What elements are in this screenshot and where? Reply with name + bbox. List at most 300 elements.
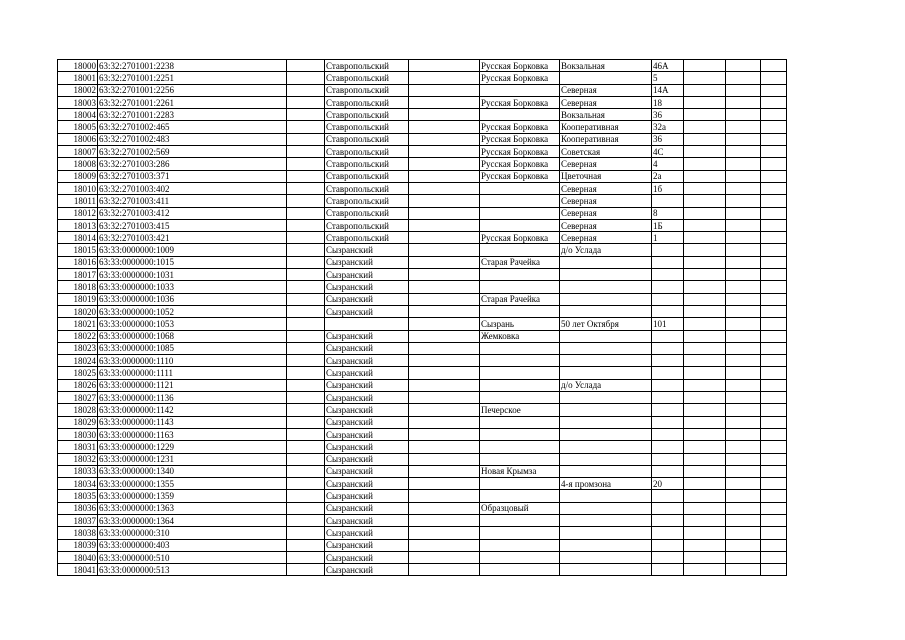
cell-cadastral-number: 63:32:2701001:2251: [98, 72, 287, 84]
cell-blank: [726, 182, 761, 194]
cell-blank: [409, 109, 480, 121]
cell-row-number: 18041: [58, 564, 98, 576]
cell-row-number: 18022: [58, 330, 98, 342]
cell-street: [560, 564, 652, 576]
cell-blank: [726, 539, 761, 551]
cell-blank: [287, 60, 325, 72]
cell-blank: [287, 539, 325, 551]
cell-cadastral-number: 63:32:2701003:402: [98, 182, 287, 194]
cell-district: Сызранский: [325, 490, 409, 502]
cell-blank: [409, 416, 480, 428]
cell-row-number: 18016: [58, 256, 98, 268]
cell-blank: [761, 564, 787, 576]
table-row: [58, 72, 787, 84]
cell-blank: [287, 293, 325, 305]
cell-row-number: 18001: [58, 72, 98, 84]
cell-row-number: 18020: [58, 305, 98, 317]
cell-district: Ставропольский: [325, 72, 409, 84]
cell-blank: [287, 219, 325, 231]
cell-row-number: 18030: [58, 428, 98, 440]
table-row: [58, 502, 787, 514]
cell-house-number: 4: [652, 158, 684, 170]
cell-street: [560, 72, 652, 84]
cell-blank: [287, 564, 325, 576]
cell-cadastral-number: 63:32:2701003:412: [98, 207, 287, 219]
cell-house-number: 2а: [652, 170, 684, 182]
cell-district: Ставропольский: [325, 109, 409, 121]
cell-locality: Русская Борковка: [480, 232, 560, 244]
cell-street: [560, 490, 652, 502]
cell-house-number: [652, 269, 684, 281]
cell-street: [560, 392, 652, 404]
cell-blank: [684, 367, 726, 379]
cell-blank: [726, 441, 761, 453]
cell-blank: [761, 219, 787, 231]
cell-blank: [684, 232, 726, 244]
cell-house-number: 18: [652, 96, 684, 108]
cell-locality: [480, 551, 560, 563]
cell-blank: [684, 170, 726, 182]
cell-row-number: 18010: [58, 182, 98, 194]
cell-blank: [684, 219, 726, 231]
cell-cadastral-number: 63:33:0000000:510: [98, 551, 287, 563]
cell-blank: [287, 318, 325, 330]
cell-cadastral-number: 63:33:0000000:1163: [98, 428, 287, 440]
cell-house-number: [652, 379, 684, 391]
cell-blank: [409, 256, 480, 268]
cell-blank: [761, 514, 787, 526]
cell-district: Сызранский: [325, 441, 409, 453]
table-row: [58, 305, 787, 317]
cell-district: Ставропольский: [325, 60, 409, 72]
cell-blank: [761, 133, 787, 145]
cell-cadastral-number: 63:33:0000000:1136: [98, 392, 287, 404]
cell-blank: [761, 318, 787, 330]
cell-locality: Сызрань: [480, 318, 560, 330]
cell-row-number: 18006: [58, 133, 98, 145]
table-row: [58, 219, 787, 231]
cell-blank: [761, 465, 787, 477]
cell-house-number: [652, 465, 684, 477]
cell-locality: [480, 527, 560, 539]
cell-blank: [684, 502, 726, 514]
cell-locality: [480, 84, 560, 96]
table-row: [58, 355, 787, 367]
cell-blank: [409, 170, 480, 182]
cell-locality: [480, 305, 560, 317]
cell-cadastral-number: 63:33:0000000:1068: [98, 330, 287, 342]
cell-blank: [726, 158, 761, 170]
cell-blank: [409, 232, 480, 244]
cell-blank: [287, 502, 325, 514]
cell-blank: [287, 256, 325, 268]
cell-blank: [726, 293, 761, 305]
cell-cadastral-number: 63:33:0000000:1015: [98, 256, 287, 268]
cell-blank: [287, 232, 325, 244]
cell-street: [560, 527, 652, 539]
cell-blank: [409, 96, 480, 108]
cell-blank: [684, 207, 726, 219]
cell-blank: [287, 72, 325, 84]
cell-street: [560, 502, 652, 514]
cell-blank: [726, 146, 761, 158]
cell-district: Сызранский: [325, 367, 409, 379]
cell-cadastral-number: 63:33:0000000:1031: [98, 269, 287, 281]
cell-blank: [409, 478, 480, 490]
cell-row-number: 18021: [58, 318, 98, 330]
cell-row-number: 18040: [58, 551, 98, 563]
table-row: [58, 416, 787, 428]
cell-house-number: [652, 527, 684, 539]
cell-district: Ставропольский: [325, 232, 409, 244]
cell-street: Северная: [560, 207, 652, 219]
cell-blank: [726, 428, 761, 440]
cell-district: Ставропольский: [325, 207, 409, 219]
cell-locality: [480, 392, 560, 404]
cell-cadastral-number: 63:33:0000000:1009: [98, 244, 287, 256]
cell-house-number: 4С: [652, 146, 684, 158]
cell-blank: [761, 539, 787, 551]
cell-blank: [684, 441, 726, 453]
cell-row-number: 18027: [58, 392, 98, 404]
cell-blank: [726, 244, 761, 256]
table-row: [58, 453, 787, 465]
cell-blank: [287, 355, 325, 367]
cell-locality: Русская Борковка: [480, 96, 560, 108]
cell-house-number: [652, 539, 684, 551]
cell-cadastral-number: 63:33:0000000:1052: [98, 305, 287, 317]
cell-row-number: 18039: [58, 539, 98, 551]
cell-house-number: 36: [652, 109, 684, 121]
cell-street: Кооперативная: [560, 133, 652, 145]
cell-cadastral-number: 63:33:0000000:1053: [98, 318, 287, 330]
cell-street: [560, 441, 652, 453]
cell-street: [560, 355, 652, 367]
cell-locality: Русская Борковка: [480, 158, 560, 170]
cell-row-number: 18005: [58, 121, 98, 133]
table-row: [58, 182, 787, 194]
table-row: [58, 256, 787, 268]
cell-street: Северная: [560, 84, 652, 96]
cell-street: 50 лет Октября: [560, 318, 652, 330]
cell-blank: [287, 367, 325, 379]
table-row: [58, 269, 787, 281]
cell-blank: [684, 121, 726, 133]
cell-row-number: 18015: [58, 244, 98, 256]
cell-blank: [684, 392, 726, 404]
cell-house-number: [652, 392, 684, 404]
table-row: [58, 539, 787, 551]
cell-house-number: 101: [652, 318, 684, 330]
cell-row-number: 18007: [58, 146, 98, 158]
table-row: [58, 158, 787, 170]
cell-cadastral-number: 63:33:0000000:1036: [98, 293, 287, 305]
cell-house-number: [652, 502, 684, 514]
cell-district: Сызранский: [325, 502, 409, 514]
cell-house-number: [652, 367, 684, 379]
cell-blank: [409, 219, 480, 231]
cell-cadastral-number: 63:33:0000000:1363: [98, 502, 287, 514]
cell-house-number: 1Б: [652, 219, 684, 231]
cell-street: [560, 269, 652, 281]
cell-blank: [409, 539, 480, 551]
cell-blank: [761, 109, 787, 121]
cell-district: Ставропольский: [325, 96, 409, 108]
cell-street: [560, 514, 652, 526]
cell-blank: [726, 256, 761, 268]
table-row: [58, 170, 787, 182]
cell-locality: Русская Борковка: [480, 170, 560, 182]
cell-blank: [684, 342, 726, 354]
cell-blank: [409, 84, 480, 96]
cell-district: Сызранский: [325, 539, 409, 551]
cell-blank: [684, 551, 726, 563]
table-row: [58, 146, 787, 158]
cell-blank: [684, 146, 726, 158]
table-row: [58, 207, 787, 219]
cell-locality: [480, 379, 560, 391]
cell-row-number: 18024: [58, 355, 98, 367]
cell-house-number: [652, 453, 684, 465]
cell-cadastral-number: 63:33:0000000:1033: [98, 281, 287, 293]
cell-blank: [761, 490, 787, 502]
cell-street: [560, 428, 652, 440]
cell-blank: [684, 453, 726, 465]
cell-street: [560, 256, 652, 268]
cell-house-number: [652, 305, 684, 317]
cell-blank: [726, 551, 761, 563]
table-row: [58, 318, 787, 330]
cell-blank: [726, 502, 761, 514]
cell-blank: [761, 551, 787, 563]
cell-blank: [684, 109, 726, 121]
cell-blank: [409, 527, 480, 539]
cell-locality: Русская Борковка: [480, 60, 560, 72]
cell-blank: [726, 453, 761, 465]
cell-district: Сызранский: [325, 256, 409, 268]
table-row: [58, 392, 787, 404]
cell-blank: [409, 158, 480, 170]
cell-blank: [726, 478, 761, 490]
cell-blank: [726, 305, 761, 317]
cell-street: [560, 342, 652, 354]
cell-blank: [287, 441, 325, 453]
cell-blank: [761, 72, 787, 84]
cell-blank: [684, 293, 726, 305]
cell-locality: [480, 269, 560, 281]
cell-blank: [684, 60, 726, 72]
cell-blank: [409, 428, 480, 440]
cell-blank: [761, 60, 787, 72]
cell-blank: [684, 158, 726, 170]
cell-street: Цветочная: [560, 170, 652, 182]
cell-house-number: [652, 514, 684, 526]
cell-blank: [409, 392, 480, 404]
cell-blank: [726, 207, 761, 219]
cell-locality: [480, 244, 560, 256]
cell-cadastral-number: 63:32:2701002:483: [98, 133, 287, 145]
cell-cadastral-number: 63:33:0000000:1121: [98, 379, 287, 391]
cell-blank: [287, 182, 325, 194]
cell-row-number: 18029: [58, 416, 98, 428]
records-table: [57, 59, 787, 576]
cell-house-number: 14А: [652, 84, 684, 96]
cell-blank: [409, 146, 480, 158]
cell-locality: [480, 564, 560, 576]
cell-blank: [409, 342, 480, 354]
cell-row-number: 18018: [58, 281, 98, 293]
cell-district: Ставропольский: [325, 182, 409, 194]
cell-locality: [480, 441, 560, 453]
cell-blank: [409, 404, 480, 416]
cell-cadastral-number: 63:32:2701001:2261: [98, 96, 287, 108]
cell-blank: [287, 392, 325, 404]
cell-blank: [761, 453, 787, 465]
records-table-body: [58, 60, 787, 576]
cell-district: Ставропольский: [325, 219, 409, 231]
cell-row-number: 18000: [58, 60, 98, 72]
cell-blank: [726, 379, 761, 391]
cell-cadastral-number: 63:33:0000000:1085: [98, 342, 287, 354]
cell-street: Северная: [560, 232, 652, 244]
cell-cadastral-number: 63:33:0000000:1359: [98, 490, 287, 502]
cell-district: Сызранский: [325, 478, 409, 490]
cell-blank: [684, 133, 726, 145]
table-row: [58, 478, 787, 490]
cell-blank: [409, 502, 480, 514]
cell-blank: [287, 244, 325, 256]
table-row: [58, 428, 787, 440]
cell-row-number: 18003: [58, 96, 98, 108]
cell-locality: [480, 109, 560, 121]
cell-blank: [409, 330, 480, 342]
cell-street: [560, 551, 652, 563]
table-row: [58, 281, 787, 293]
cell-blank: [409, 514, 480, 526]
cell-blank: [287, 281, 325, 293]
cell-row-number: 18017: [58, 269, 98, 281]
cell-blank: [761, 342, 787, 354]
cell-blank: [409, 72, 480, 84]
cell-blank: [761, 392, 787, 404]
cell-district: Сызранский: [325, 330, 409, 342]
cell-district: Сызранский: [325, 416, 409, 428]
cell-locality: Старая Рачейка: [480, 256, 560, 268]
cell-district: Сызранский: [325, 465, 409, 477]
cell-blank: [726, 367, 761, 379]
cell-row-number: 18011: [58, 195, 98, 207]
cell-blank: [409, 182, 480, 194]
cell-blank: [726, 564, 761, 576]
cell-blank: [761, 146, 787, 158]
cell-blank: [726, 318, 761, 330]
cell-street: Вокзальная: [560, 109, 652, 121]
cell-blank: [684, 416, 726, 428]
cell-blank: [726, 490, 761, 502]
cell-locality: [480, 219, 560, 231]
cell-locality: [480, 281, 560, 293]
cell-street: Северная: [560, 195, 652, 207]
cell-row-number: 18031: [58, 441, 98, 453]
cell-locality: [480, 182, 560, 194]
cell-blank: [761, 441, 787, 453]
cell-blank: [409, 490, 480, 502]
cell-cadastral-number: 63:32:2701003:421: [98, 232, 287, 244]
cell-blank: [287, 109, 325, 121]
cell-street: [560, 453, 652, 465]
cell-house-number: 20: [652, 478, 684, 490]
cell-district: Сызранский: [325, 342, 409, 354]
cell-blank: [287, 170, 325, 182]
cell-cadastral-number: 63:32:2701002:465: [98, 121, 287, 133]
cell-blank: [726, 60, 761, 72]
cell-street: [560, 367, 652, 379]
cell-row-number: 18014: [58, 232, 98, 244]
cell-blank: [287, 305, 325, 317]
cell-blank: [761, 170, 787, 182]
cell-blank: [684, 490, 726, 502]
cell-house-number: [652, 490, 684, 502]
cell-blank: [761, 293, 787, 305]
cell-street: [560, 305, 652, 317]
cell-locality: Печерское: [480, 404, 560, 416]
cell-row-number: 18002: [58, 84, 98, 96]
cell-blank: [684, 84, 726, 96]
cell-blank: [409, 121, 480, 133]
cell-house-number: [652, 551, 684, 563]
cell-locality: Образцовый: [480, 502, 560, 514]
cell-district: Сызранский: [325, 514, 409, 526]
table-row: [58, 342, 787, 354]
cell-blank: [684, 514, 726, 526]
table-row: [58, 84, 787, 96]
cell-blank: [287, 465, 325, 477]
cell-district: Сызранский: [325, 305, 409, 317]
cell-blank: [726, 195, 761, 207]
cell-district: Ставропольский: [325, 121, 409, 133]
cell-row-number: 18026: [58, 379, 98, 391]
cell-row-number: 18009: [58, 170, 98, 182]
cell-street: [560, 330, 652, 342]
cell-blank: [761, 256, 787, 268]
cell-cadastral-number: 63:33:0000000:1229: [98, 441, 287, 453]
cell-cadastral-number: 63:33:0000000:513: [98, 564, 287, 576]
cell-locality: [480, 514, 560, 526]
cell-blank: [409, 367, 480, 379]
table-row: [58, 109, 787, 121]
cell-blank: [684, 404, 726, 416]
cell-blank: [726, 404, 761, 416]
cell-blank: [684, 564, 726, 576]
cell-house-number: [652, 330, 684, 342]
cell-blank: [761, 305, 787, 317]
cell-blank: [684, 465, 726, 477]
cell-cadastral-number: 63:32:2701003:415: [98, 219, 287, 231]
cell-row-number: 18004: [58, 109, 98, 121]
cell-row-number: 18023: [58, 342, 98, 354]
cell-cadastral-number: 63:33:0000000:1364: [98, 514, 287, 526]
cell-blank: [287, 121, 325, 133]
cell-house-number: 5: [652, 72, 684, 84]
cell-blank: [409, 465, 480, 477]
cell-street: Вокзальная: [560, 60, 652, 72]
cell-blank: [761, 478, 787, 490]
cell-street: [560, 465, 652, 477]
cell-blank: [761, 527, 787, 539]
cell-blank: [684, 428, 726, 440]
cell-district: Сызранский: [325, 392, 409, 404]
table-row: [58, 133, 787, 145]
